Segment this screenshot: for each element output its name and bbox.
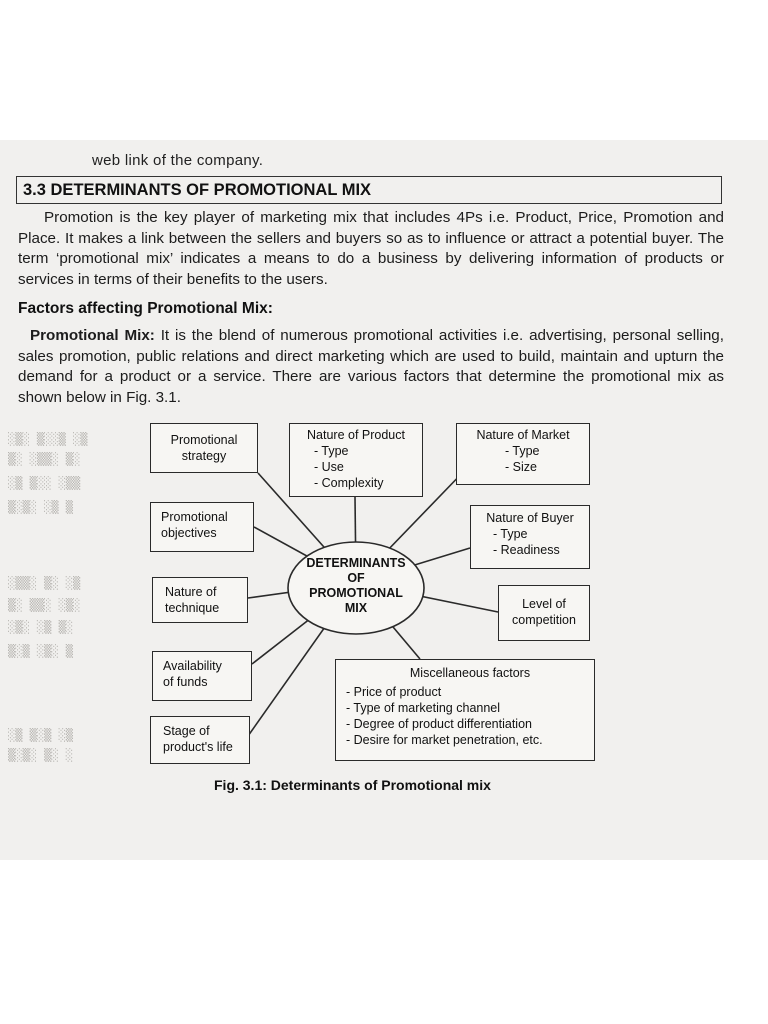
factors-subheading: Factors affecting Promotional Mix: [18, 300, 273, 317]
box-line: Stage of [163, 724, 210, 738]
figure-caption: Fig. 3.1: Determinants of Promotional mix [214, 777, 491, 793]
center-label-line: OF [347, 571, 365, 585]
box-item: - Price of product [346, 685, 442, 699]
box-nature-of-technique [152, 577, 248, 623]
box-item: - Readiness [493, 543, 560, 557]
box-line: Nature of [165, 585, 217, 599]
box-item: - Type [314, 444, 349, 458]
section-heading: 3.3 DETERMINANTS OF PROMOTIONAL MIX [16, 176, 722, 204]
box-line: technique [165, 601, 220, 615]
box-title: Nature of Market [476, 428, 570, 442]
scan-artifact: ░▒ ▒░░ ░▒▒ [8, 476, 81, 490]
box-item: - Size [505, 460, 537, 474]
scan-artifact: ░▒▒░ ▒░ ░▒ [8, 576, 81, 590]
box-line: Promotional [161, 510, 228, 524]
box-item: - Use [314, 460, 344, 474]
box-miscellaneous-factors [335, 659, 595, 761]
previous-page-line: web link of the company. [92, 152, 264, 169]
box-nature-of-buyer [470, 505, 590, 569]
scan-artifact: ▒░ ▒▒░ ░▒░ [8, 598, 81, 612]
promotional-mix-definition: It is the blend of numerous promotional activities i.e. advertising, personal selling, sales promotion, public relations and direct marketing which are used to build, maintain and upturn the demand for a product or a service. There are various factors that determine the promotional mix as shown below in Fig. 3.1. [18, 327, 724, 406]
box-item: - Degree of product differentiation [346, 717, 532, 731]
scan-artifact: ░▒░ ░▒ ▒░ [8, 620, 74, 634]
center-label [286, 556, 426, 616]
box-item: - Type [505, 444, 540, 458]
scan-artifact: ░▒ ▒░▒ ░▒ [8, 728, 74, 742]
center-label-line: PROMOTIONAL [309, 586, 403, 600]
box-line: Availability [163, 659, 222, 673]
box-line: product's life [163, 740, 233, 754]
box-title: Nature of Product [307, 428, 405, 442]
scan-artifact: ▒░▒ ░▒░ ▒ [8, 644, 74, 658]
box-promotional-objectives [150, 502, 254, 552]
box-line: competition [512, 613, 576, 627]
box-item: - Type of marketing channel [346, 701, 501, 715]
box-line: objectives [161, 526, 217, 540]
box-nature-of-market [456, 423, 590, 485]
scan-artifact: ▒░▒░ ░▒ ▒ [8, 500, 74, 514]
center-label-line: DETERMINANTS [306, 556, 406, 570]
scan-artifact: ░▒░ ▒░░▒ ░▒ [8, 432, 88, 446]
scan-artifact: ▒░ ░▒▒░ ▒░ [8, 452, 81, 466]
box-item: - Type [493, 527, 528, 541]
box-line: of funds [163, 675, 208, 689]
box-promotional-strategy [150, 423, 258, 473]
box-line: strategy [181, 449, 227, 463]
scan-artifact: ▒░▒░ ▒░ ░ [8, 748, 74, 762]
box-line: Level of [522, 597, 566, 611]
box-title: Miscellaneous factors [409, 666, 531, 680]
box-level-of-competition [498, 585, 590, 641]
box-item: - Desire for market penetration, etc. [346, 733, 543, 747]
box-line: Promotional [170, 433, 238, 447]
box-availability-of-funds [152, 651, 252, 701]
box-stage-of-product-life [150, 716, 250, 764]
box-nature-of-product [289, 423, 423, 497]
intro-paragraph: Promotion is the key player of marketing mix that includes 4Ps i.e. Product, Price, Promotion and Place. It makes a link between the sellers and buyers so as to influence or attract a potential buyer. The term ‘promotional mix’ indicates a means to do a business by delivering information of products or services in terms of their benefits to the users. [18, 209, 724, 288]
box-item: - Complexity [314, 476, 384, 490]
promotional-mix-term: Promotional Mix: [30, 327, 155, 344]
center-label-line: MIX [344, 601, 368, 615]
box-title: Nature of Buyer [486, 511, 574, 525]
